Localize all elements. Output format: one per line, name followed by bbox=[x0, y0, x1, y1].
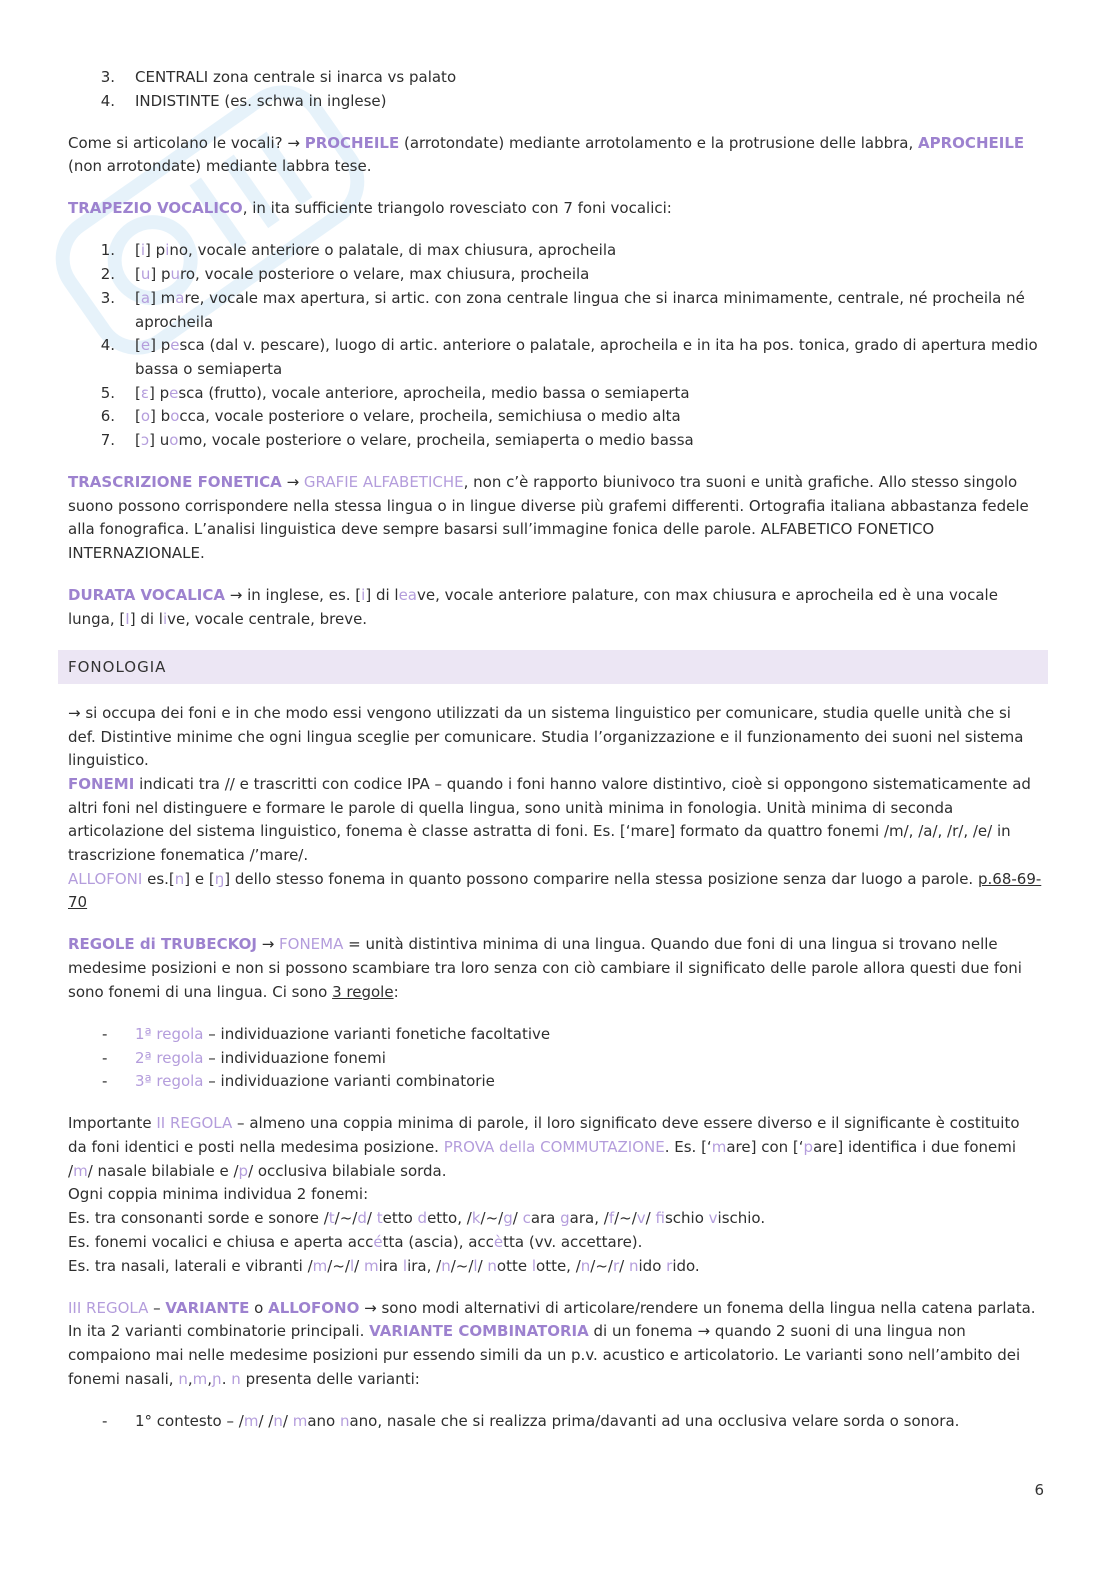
text-run: / occlusiva bilabiale sorda. bbox=[248, 1161, 447, 1180]
text-run: / nasale bilabiale e / bbox=[87, 1161, 239, 1180]
text-run: ] di l bbox=[365, 586, 399, 605]
text-run: sca (dal v. pescare), luogo di artic. anteriore o palatale, aprocheila e in ita ha pos. tonica, grado di apertura medio bassa o semiaperta bbox=[135, 336, 1038, 378]
text-run: l bbox=[531, 1256, 537, 1275]
list-item bbox=[68, 1047, 1042, 1071]
list-text bbox=[135, 382, 1042, 406]
text-run: ] p bbox=[145, 241, 166, 260]
text-run: /~/ bbox=[614, 1209, 637, 1228]
text-run: m bbox=[73, 1161, 88, 1180]
list-number: 3. bbox=[100, 68, 115, 86]
text-run: ] m bbox=[150, 288, 176, 307]
text-run: otte, / bbox=[536, 1256, 581, 1275]
allofoni-text bbox=[68, 868, 1042, 915]
text-run: Ogni coppia minima individua 2 fonemi: bbox=[68, 1185, 369, 1204]
list-text bbox=[135, 1023, 1042, 1047]
text-run: [ bbox=[135, 241, 141, 260]
text-run: etto bbox=[382, 1209, 418, 1228]
text-run: ] p bbox=[150, 265, 171, 284]
text-run: REGOLE di TRUBECKOJ bbox=[68, 935, 257, 954]
text-run: n bbox=[580, 1256, 591, 1275]
text-run: [ bbox=[135, 431, 141, 450]
page-content bbox=[68, 66, 1042, 1452]
text-run: III REGOLA bbox=[68, 1298, 149, 1317]
text-run: PROVA della COMMUTAZIONE bbox=[443, 1137, 665, 1156]
text-run: /~/ bbox=[327, 1256, 350, 1275]
list-number: 4. bbox=[100, 91, 115, 110]
text-run: VARIANTE COMBINATORIA bbox=[369, 1322, 589, 1341]
text-run: presenta delle varianti: bbox=[240, 1369, 420, 1388]
text-run: [ bbox=[135, 383, 141, 402]
text-run: v bbox=[636, 1209, 646, 1228]
text-run: di un fonema → quando 2 suoni di una lingua non compaiono mai nelle medesime posizioni pur essendo simili da un p.v. acustico e articolatorio. Le varianti sono nell’ambito dei fonemi nasali, bbox=[68, 1322, 1021, 1388]
list-item bbox=[68, 1023, 1042, 1047]
regole-list bbox=[68, 1023, 1042, 1094]
text-run: Es. tra consonanti sorde e sonore / bbox=[68, 1209, 329, 1228]
text-run: ano, nasale che si realizza prima/davanti ad una occlusiva velare sorda o sonora. bbox=[349, 1411, 960, 1430]
text-run: Es. tra nasali, laterali e vibranti / bbox=[68, 1256, 313, 1275]
text-run: – almeno una coppia minima di parole, il loro significato deve essere diverso e il significante è costituito da foni identici e posti nella medesima posizione. bbox=[68, 1114, 1020, 1156]
list-item bbox=[68, 66, 1042, 90]
text-run: ara bbox=[530, 1209, 561, 1228]
list-number: 1. bbox=[100, 241, 115, 260]
text-run: è bbox=[493, 1232, 504, 1251]
text-run: ] di l bbox=[129, 609, 163, 628]
text-run: l bbox=[402, 1256, 408, 1275]
text-run: g bbox=[503, 1209, 513, 1228]
text-run: ] e [ bbox=[184, 869, 215, 888]
list-item bbox=[68, 429, 1042, 453]
list-text bbox=[135, 429, 1042, 453]
text-run: k bbox=[471, 1209, 481, 1228]
text-run: ea bbox=[398, 586, 417, 605]
text-run: d bbox=[357, 1209, 367, 1228]
text-run: ɲ bbox=[212, 1369, 222, 1388]
text-run: : bbox=[393, 982, 399, 1001]
text-run: are] con [‘ bbox=[726, 1137, 804, 1156]
text-run: m bbox=[363, 1256, 379, 1275]
text-run: / / bbox=[258, 1411, 274, 1430]
list-bullet: - bbox=[102, 1072, 108, 1091]
text-run: ŋ bbox=[214, 869, 225, 888]
text-run: p.68-69-70 bbox=[68, 869, 1042, 912]
text-run: ido bbox=[638, 1256, 667, 1275]
text-run: /~/ bbox=[480, 1209, 504, 1228]
esempio-vocalici bbox=[68, 1231, 1042, 1255]
text-run: m bbox=[243, 1411, 259, 1430]
text-run: Come si articolano le vocali? → bbox=[68, 133, 305, 152]
text-run: ALLOFONI bbox=[68, 869, 143, 888]
text-run: , bbox=[207, 1369, 213, 1388]
list-item bbox=[68, 382, 1042, 406]
text-run: n bbox=[339, 1411, 350, 1430]
text-run: /~/ bbox=[334, 1209, 358, 1228]
text-run: ischio bbox=[664, 1209, 709, 1228]
list-number: 7. bbox=[100, 431, 115, 450]
text-run: f bbox=[655, 1209, 665, 1228]
text-run: tta (ascia), acc bbox=[382, 1232, 494, 1251]
fonemi-text bbox=[68, 773, 1042, 868]
terza-regola-paragraph bbox=[68, 1297, 1042, 1392]
text-run: i bbox=[165, 241, 170, 260]
text-run: – bbox=[148, 1298, 166, 1317]
text-run: tta (vv. accettare). bbox=[503, 1232, 643, 1251]
durata-paragraph bbox=[68, 584, 1042, 631]
text-run: p bbox=[238, 1161, 249, 1180]
text-run: GRAFIE ALFABETICHE bbox=[303, 473, 464, 492]
text-run: / bbox=[282, 1411, 293, 1430]
text-run: → si occupa dei foni e in che modo essi vengono utilizzati da un sistema linguistico per comunicare, studia quelle unità che si def. Distintive minime che ogni lingua sceglie per comunicare. Studia l’organizzazione e il funzionamento dei suoni nel sistema linguistico. bbox=[68, 703, 1024, 770]
list-text bbox=[135, 1047, 1042, 1071]
text-run: ] dello stesso fonema in quanto possono comparire nella stessa posizione senza dar luogo a parole. bbox=[224, 869, 978, 888]
text-run: / bbox=[512, 1209, 523, 1228]
text-run: o bbox=[140, 407, 151, 426]
text-run: – individuazione fonemi bbox=[203, 1048, 386, 1067]
contesti-list bbox=[68, 1410, 1042, 1434]
text-run: [ bbox=[135, 336, 141, 355]
text-run: Es. fonemi vocalici e chiusa e aperta acc bbox=[68, 1232, 374, 1251]
text-run: ɔ bbox=[140, 431, 150, 450]
text-run: ALLOFONO bbox=[268, 1298, 360, 1317]
list-text bbox=[135, 263, 1042, 287]
text-run: f bbox=[608, 1209, 615, 1228]
text-run: o bbox=[169, 431, 179, 450]
text-run: ira bbox=[378, 1256, 403, 1275]
list-item bbox=[68, 90, 1042, 114]
text-run: are] identifica i due fonemi / bbox=[68, 1137, 1017, 1180]
text-run: ve, vocale anteriore palature, con max chiusura e aprocheila ed è una vocale lunga, [ bbox=[68, 586, 998, 628]
text-run: /~/ bbox=[450, 1256, 474, 1275]
text-run: [ bbox=[135, 265, 141, 284]
text-run: I bbox=[125, 609, 130, 628]
text-run: n bbox=[273, 1411, 283, 1430]
text-run: , bbox=[187, 1369, 193, 1388]
vowel-classes-list bbox=[68, 66, 1042, 113]
text-run: mo, vocale posteriore o velare, procheila, semiaperta o medio bassa bbox=[178, 431, 694, 450]
regole-paragraph bbox=[68, 933, 1042, 1004]
text-run: r bbox=[666, 1256, 673, 1275]
text-run: es.[ bbox=[142, 869, 175, 888]
text-run: etto, / bbox=[427, 1209, 472, 1228]
text-run: ] p bbox=[148, 383, 170, 402]
list-number: 2. bbox=[100, 265, 115, 284]
text-run: → bbox=[281, 473, 304, 492]
text-run: FONEMI bbox=[68, 774, 135, 793]
list-bullet: - bbox=[102, 1048, 108, 1067]
text-run: ira, / bbox=[407, 1256, 442, 1275]
text-run: = unità distintiva minima di una lingua. Quando due foni di una lingua si trovano nelle medesime posizioni e non si possono scambiare tra loro senza con ciò cambiare il significato delle parole allora questi due foni sono fonemi di una lingua. Ci sono bbox=[68, 935, 1022, 1001]
text-run: i bbox=[162, 609, 168, 628]
section-heading-fonologia: FONOLOGIA bbox=[58, 650, 1048, 684]
text-run: [ bbox=[135, 407, 141, 426]
text-run: l bbox=[473, 1256, 478, 1275]
text-run: ano bbox=[307, 1411, 340, 1430]
text-run: e bbox=[140, 336, 151, 355]
text-run: re, vocale max apertura, si artic. con zona centrale lingua che si inarca minimamente, centrale, né procheila né aprocheila bbox=[135, 288, 1025, 331]
text-run: a bbox=[140, 288, 151, 307]
text-run: a bbox=[175, 288, 185, 307]
text-run: 3ª regola bbox=[135, 1072, 204, 1091]
text-run: t bbox=[376, 1209, 383, 1228]
text-run: n bbox=[231, 1369, 241, 1388]
text-run: n bbox=[628, 1256, 639, 1275]
text-run: – individuazione varianti combinatorie bbox=[203, 1072, 495, 1091]
text-run: e bbox=[169, 383, 179, 402]
text-run: é bbox=[373, 1232, 383, 1251]
text-run: o bbox=[170, 407, 180, 426]
text-run: r bbox=[612, 1256, 620, 1275]
text-run: n bbox=[441, 1256, 451, 1275]
text-run: 1ª regola bbox=[135, 1024, 204, 1043]
esempio-consonanti bbox=[68, 1207, 1042, 1231]
articolazione-paragraph bbox=[68, 132, 1042, 179]
text-run: m bbox=[192, 1369, 208, 1388]
text-run: → sono modi alternativi di articolare/rendere un fonema della lingua nella catena parlata. In ita 2 varianti combinatorie principali. bbox=[68, 1298, 1036, 1341]
text-run: cca, vocale posteriore o velare, procheila, semichiusa o medio alta bbox=[179, 407, 681, 426]
text-run: [ bbox=[135, 288, 141, 307]
text-run: / bbox=[619, 1256, 629, 1275]
text-run: t bbox=[328, 1209, 335, 1228]
text-run: l bbox=[349, 1256, 355, 1275]
text-run: i bbox=[361, 586, 366, 605]
text-run: CENTRALI zona centrale si inarca vs palato bbox=[135, 68, 457, 86]
text-run: c bbox=[522, 1209, 531, 1228]
list-item bbox=[68, 1070, 1042, 1094]
text-run: / bbox=[645, 1209, 656, 1228]
text-run: → bbox=[256, 935, 280, 954]
list-text bbox=[135, 1410, 1042, 1434]
text-run: u bbox=[140, 265, 151, 284]
text-run: p bbox=[803, 1137, 814, 1156]
text-run: → in inglese, es. [ bbox=[225, 586, 362, 605]
text-run: indicati tra // e trascritti con codice IPA – quando i foni hanno valore distintivo, cioè si oppongono sistematicamente ad altri foni nel distinguere e formare le parole di quella lingua, sono unità minima in fonologia. Unità minima di seconda articolazione del sistema linguistico, fonema è classe astratta di foni. Es. [‘mare] formato da quattro fonemi /m/, /a/, /r/, /e/ in trascrizione fonematica /’mare/. bbox=[68, 774, 1031, 865]
text-run: INDISTINTE (es. schwa in inglese) bbox=[135, 91, 387, 110]
list-bullet: - bbox=[102, 1024, 108, 1043]
text-run: / bbox=[477, 1256, 488, 1275]
text-run: ] b bbox=[150, 407, 171, 426]
list-bullet: - bbox=[102, 1411, 108, 1430]
text-run: otte bbox=[496, 1256, 532, 1275]
text-run: VARIANTE bbox=[165, 1298, 250, 1317]
list-number: 6. bbox=[100, 407, 115, 426]
text-run: (arrotondate) mediante arrotolamento e la protrusione delle labbra, bbox=[399, 133, 919, 152]
text-run: m bbox=[312, 1256, 328, 1275]
text-run: ido. bbox=[672, 1256, 700, 1275]
text-run: 2ª regola bbox=[135, 1048, 204, 1067]
text-run: / bbox=[354, 1256, 364, 1275]
text-run: (non arrotondate) mediante labbra tese. bbox=[68, 157, 372, 176]
vowels-list bbox=[68, 239, 1042, 452]
trascrizione-paragraph bbox=[68, 471, 1042, 566]
text-run: ɛ bbox=[140, 383, 149, 402]
text-run: n bbox=[487, 1256, 497, 1275]
text-run: m bbox=[292, 1411, 308, 1430]
text-run: o bbox=[249, 1298, 269, 1317]
list-item bbox=[68, 334, 1042, 381]
text-run: . Es. [‘ bbox=[664, 1137, 712, 1156]
list-number: 5. bbox=[100, 383, 115, 402]
list-number: 4. bbox=[100, 336, 115, 355]
fonologia-block bbox=[68, 702, 1042, 915]
list-text bbox=[135, 90, 1042, 114]
coppia-minima-text bbox=[68, 1183, 1042, 1207]
list-item bbox=[68, 263, 1042, 287]
text-run: m bbox=[711, 1137, 727, 1156]
text-run: d bbox=[417, 1209, 428, 1228]
text-run: ischio. bbox=[717, 1209, 766, 1228]
text-run: ] p bbox=[150, 336, 171, 355]
text-run: /~/ bbox=[590, 1256, 613, 1275]
list-number: 3. bbox=[100, 288, 115, 307]
text-run: Importante bbox=[68, 1114, 157, 1133]
text-run: no, vocale anteriore o palatale, di max chiusura, aprocheila bbox=[169, 241, 617, 260]
text-run: n bbox=[174, 869, 185, 888]
list-text bbox=[135, 334, 1042, 381]
text-run: 3 regole bbox=[332, 982, 394, 1001]
fonologia-intro-text bbox=[68, 702, 1042, 773]
list-item bbox=[68, 405, 1042, 429]
text-run: II REGOLA bbox=[156, 1114, 233, 1133]
list-text bbox=[135, 1070, 1042, 1094]
text-run: g bbox=[560, 1209, 570, 1228]
trapezio-intro-paragraph bbox=[68, 197, 1042, 221]
text-run: ] u bbox=[149, 431, 170, 450]
list-item bbox=[68, 239, 1042, 263]
text-run: sca (frutto), vocale anteriore, aprocheila, medio bassa o semiaperta bbox=[178, 383, 690, 402]
text-run: DURATA VOCALICA bbox=[68, 586, 225, 605]
esempio-nasali bbox=[68, 1255, 1042, 1279]
text-run: 1° contesto – / bbox=[135, 1411, 244, 1430]
list-item bbox=[68, 1410, 1042, 1434]
text-run: , in ita sufficiente triangolo rovesciato con 7 foni vocalici: bbox=[242, 199, 672, 218]
text-run: / bbox=[366, 1209, 377, 1228]
list-text bbox=[135, 287, 1042, 334]
text-run: TRAPEZIO VOCALICO bbox=[68, 199, 243, 218]
text-run: FONEMA bbox=[279, 935, 344, 954]
importante-text bbox=[68, 1112, 1042, 1183]
text-run: , non c’è rapporto biunivoco tra suoni e unità grafiche. Allo stesso singolo suono possono corrispondere nella stessa lingua o in lingue diverse più grafemi differenti. Ortografia italiana abbastanza fedele alla fonografica. L’analisi linguistica deve sempre basarsi sull’immagine fonica delle parole. ALFABETICO FONETICO INTERNAZIONALE. bbox=[68, 473, 1029, 563]
page-number: 6 bbox=[1034, 1481, 1044, 1499]
text-run: i bbox=[140, 241, 146, 260]
text-run: v bbox=[708, 1209, 718, 1228]
text-run: APROCHEILE bbox=[918, 133, 1025, 152]
text-run: ro, vocale posteriore o velare, max chiusura, procheila bbox=[180, 265, 590, 284]
list-item bbox=[68, 287, 1042, 334]
text-run: n bbox=[178, 1369, 188, 1388]
text-run: ve, vocale centrale, breve. bbox=[167, 609, 368, 628]
text-run: u bbox=[170, 265, 181, 284]
list-text bbox=[135, 66, 1042, 90]
text-run: e bbox=[170, 336, 180, 355]
list-text bbox=[135, 239, 1042, 263]
text-run: . bbox=[221, 1369, 232, 1388]
text-run: TRASCRIZIONE FONETICA bbox=[68, 473, 282, 492]
seconda-regola-block bbox=[68, 1112, 1042, 1278]
text-run: ara, / bbox=[569, 1209, 609, 1228]
text-run: PROCHEILE bbox=[304, 133, 400, 152]
list-text bbox=[135, 405, 1042, 429]
text-run: – individuazione varianti fonetiche facoltative bbox=[203, 1024, 551, 1043]
